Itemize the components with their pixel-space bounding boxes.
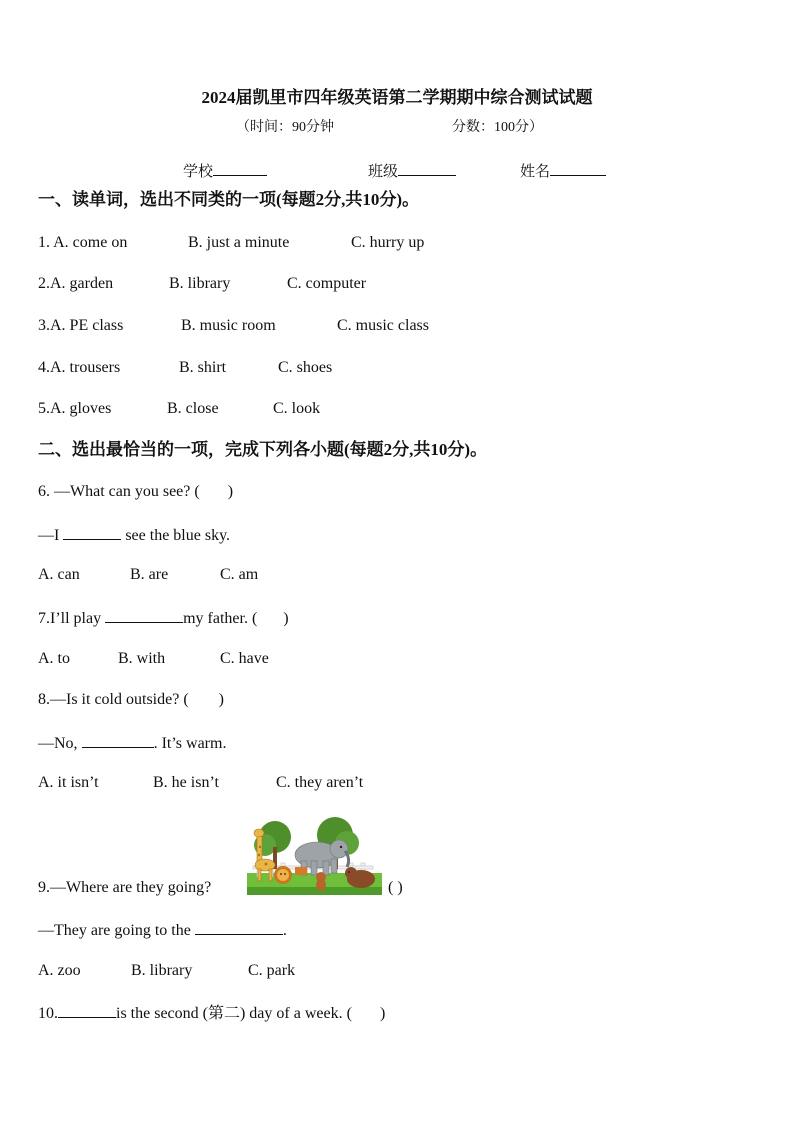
- q5-option-b: B. close: [167, 400, 219, 417]
- q6-option-c: C. am: [220, 566, 259, 583]
- q8-answer-pre: —No,: [38, 735, 78, 752]
- question-10-stem: [38, 1002, 385, 1024]
- question-6-stem: [38, 482, 233, 502]
- question-6-answer: [38, 524, 230, 546]
- q6-answer-pre: —I: [38, 527, 60, 544]
- q7-option-a: A. to: [38, 650, 70, 667]
- question-8-stem: [38, 690, 224, 710]
- q10-stem-pre: 10.: [38, 1005, 58, 1022]
- q8-stem-text: 8.—Is it cold outside? (: [38, 691, 189, 708]
- name-field: [520, 160, 606, 182]
- q4-option-b: B. shirt: [179, 359, 227, 376]
- school-blank[interactable]: [213, 160, 267, 176]
- section1-heading: 一、读单词，选出不同类的一项(每题2分,共10分)。: [38, 190, 420, 209]
- q7-stem-post: my father. (: [183, 610, 258, 627]
- q9-answer-post: .: [282, 922, 287, 939]
- q10-stem-end: ): [379, 1005, 386, 1022]
- q6-stem-text: 6. —What can you see? (: [38, 483, 200, 500]
- q2-option-a: 2.A. garden: [38, 275, 114, 292]
- q6-answer-post: see the blue sky.: [125, 527, 231, 544]
- q9-option-c: C. park: [248, 962, 296, 979]
- q1-option-a: 1. A. come on: [38, 234, 128, 251]
- q7-stem-pre: 7.I’ll play: [38, 610, 102, 627]
- q4-option-a: 4.A. trousers: [38, 359, 121, 376]
- q4-option-c: C. shoes: [278, 359, 333, 376]
- q8-blank[interactable]: [82, 732, 154, 748]
- q3-option-c: C. music class: [337, 317, 429, 334]
- q8-stem-end: ): [218, 691, 224, 708]
- section2-heading: 二、选出最恰当的一项，完成下列各小题(每题2分,共10分)。: [38, 440, 488, 459]
- q7-option-b: B. with: [118, 650, 166, 667]
- q1-option-c: C. hurry up: [351, 234, 425, 251]
- school-field: [183, 160, 267, 182]
- q10-stem-post: is the second (第二) day of a week. (: [116, 1005, 352, 1022]
- q9-answer-pre: —They are going to the: [38, 922, 191, 939]
- q3-option-a: 3.A. PE class: [38, 317, 124, 334]
- q9-option-a: A. zoo: [38, 962, 81, 979]
- zoo-animals-image: [247, 817, 382, 895]
- class-label: 班级: [368, 164, 399, 180]
- q6-option-a: A. can: [38, 566, 80, 583]
- question-9-answer: [38, 919, 287, 941]
- q6-stem-end: ): [227, 483, 234, 500]
- q7-option-c: C. have: [220, 650, 269, 667]
- name-label: 姓名: [520, 164, 551, 180]
- name-blank[interactable]: [550, 160, 606, 176]
- exam-time: （时间：90分钟: [236, 120, 334, 135]
- q3-option-b: B. music room: [181, 317, 276, 334]
- q8-option-a: A. it isn’t: [38, 774, 99, 791]
- page-title: 2024届凯里市四年级英语第二学期期中综合测试试题: [201, 88, 593, 107]
- question-9-stem: 9.—Where are they going?: [38, 879, 212, 896]
- question-8-answer: [38, 732, 226, 754]
- q2-option-c: C. computer: [287, 275, 367, 292]
- question-7-stem: [38, 607, 289, 629]
- exam-score: 分数：100分）: [452, 120, 543, 135]
- class-field: [368, 160, 456, 182]
- q8-option-c: C. they aren’t: [276, 774, 364, 791]
- q6-blank[interactable]: [63, 524, 121, 540]
- class-blank[interactable]: [398, 160, 456, 176]
- school-label: 学校: [183, 164, 214, 180]
- q2-option-b: B. library: [169, 275, 231, 292]
- q5-option-c: C. look: [273, 400, 321, 417]
- q9-blank[interactable]: [195, 919, 283, 935]
- q9-answer-slot[interactable]: ( ): [388, 879, 403, 896]
- q7-blank[interactable]: [105, 607, 183, 623]
- q8-option-b: B. he isn’t: [153, 774, 219, 791]
- q1-option-b: B. just a minute: [188, 234, 290, 251]
- q5-option-a: 5.A. gloves: [38, 400, 112, 417]
- q8-answer-post: . It’s warm.: [153, 735, 227, 752]
- q10-blank[interactable]: [58, 1002, 116, 1018]
- q9-option-b: B. library: [131, 962, 193, 979]
- q7-stem-end: ): [283, 610, 289, 627]
- q6-option-b: B. are: [130, 566, 169, 583]
